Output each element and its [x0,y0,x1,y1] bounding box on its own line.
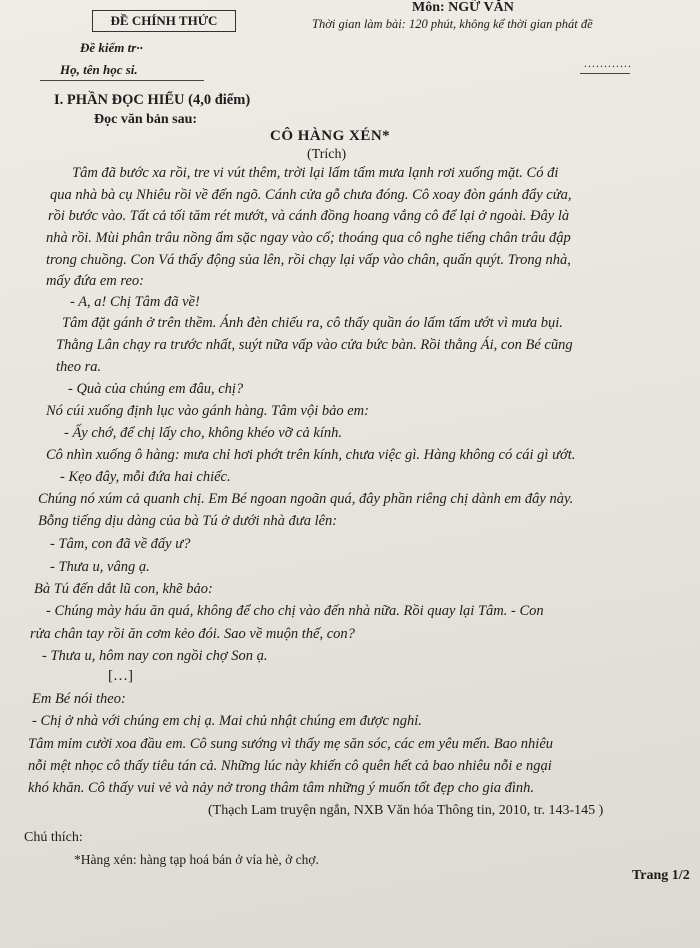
story-line: qua nhà bà cụ Nhiêu rồi về đến ngõ. Cánh cửa gỗ chưa đóng. Cô xoay đòn gánh đẩy cửa, [50,187,572,203]
story-line: mấy đứa em reo: [46,273,144,289]
source-publisher: , NXB Văn hóa Thông tin, 2010, tr. 143-145 ) [346,803,604,818]
section-instruction: Đọc văn bản sau: [94,112,198,127]
story-line: Bà Tú đến dắt lũ con, khẽ bảo: [34,581,213,597]
story-line: Tâm đã bước xa rồi, tre vi vút thêm, trời lại lấm tấm mưa lạnh rơi xuống mặt. Có đi [72,165,559,181]
subject: Môn: NGỮ VĂN [412,0,514,15]
story-line: Em Bé nói theo: [32,691,126,707]
story-line: nhà rồi. Mùi phân trâu nồng ẩm sặc ngay vào cổ; thoáng qua cô nghe tiếng chân trâu đập [46,230,571,246]
story-line: khó khăn. Cô thấy vui vẻ và nảy nở trong thâm tâm những ý muốn tốt đẹp cho gia đình. [28,780,535,796]
header-divider-left [40,80,204,81]
story-line: - Ấy chớ, để chị lấy cho, không khéo vỡ cả kính. [64,425,342,441]
story-line: Tâm mỉm cười xoa đầu em. Cô sung sướng vì thấy mẹ săn sóc, các em yêu mến. Bao nhiêu [28,736,554,752]
time-note: Thời gian làm bài: 120 phút, không kể thời gian phát đề [312,17,593,31]
story-line: Bỗng tiếng dịu dàng của bà Tú ở dưới nhà đưa lên: [38,513,338,529]
omission-mark: […] [108,668,133,684]
story-line: nỗi mệt nhọc cô thấy tiêu tán cả. Những lúc này khiến cô quên hết cả bao nhiêu nỗi e ngại [28,758,552,774]
story-line: trong chuồng. Con Vá thấy động sủa lên, rồi chạy lại vấp vào chân, quấn quýt. Trong nhà, [46,252,571,268]
story-line: Tâm đặt gánh ở trên thềm. Ánh đèn chiếu ra, cô thấy quần áo lấm tấm ướt vì mưa bụi. [62,315,563,331]
story-line: - A, a! Chị Tâm đã về! [70,294,200,310]
story-line: Chúng nó xúm cả quanh chị. Em Bé ngoan ngoãn quá, đây phần riêng chị dành em đây này. [38,491,574,507]
story-line: Thằng Lân chạy ra trước nhất, suýt nữa vấp vào cửa bức bàn. Rồi thằng Ái, con Bé cũng [56,337,573,353]
story-line: Nó cúi xuống định lục vào gánh hàng. Tâm vội bảo em: [46,403,369,419]
exam-code: Đề kiểm tr·· [80,40,143,55]
section-title: I. PHẦN ĐỌC HIỂU (4,0 điểm) [54,92,251,108]
story-line: - Thưa u, hôm nay con ngồi chợ Son ạ. [42,648,268,664]
story-line: - Tâm, con đã về đấy ư? [50,536,191,552]
story-line: Cô nhìn xuống ô hàng: mưa chỉ hơi phớt trên kính, chưa việc gì. Hàng không có cái gì ướt. [46,447,576,463]
student-id-dots: ............ [584,56,632,70]
header-divider-right [580,73,630,74]
student-name-label: Họ, tên học si. [60,62,138,77]
story-line: theo ra. [56,359,102,375]
story-source [208,803,603,819]
notes-text: *Hàng xén: hàng tạp hoá bán ở vỉa hè, ở chợ. [74,852,319,867]
source-author: (Thạch Lam truyện ngắn [208,803,347,818]
notes-label: Chú thích: [24,830,83,845]
story-line: rồi bước vào. Tất cả tối tăm rét mướt, và cánh đồng hoang vắng cô để lại ở ngoài. Đây là [48,208,570,224]
story-line: - Quà của chúng em đâu, chị? [68,381,244,397]
story-line: - Thưa u, vâng ạ. [50,559,150,575]
story-line: - Chúng mày háu ăn quá, không để cho chị vào đến nhà nữa. Rồi quay lại Tâm. - Con [46,603,544,619]
story-line: - Kẹo đây, mỗi đứa hai chiếc. [60,469,231,485]
story-line: - Chị ở nhà với chúng em chị ạ. Mai chủ nhật chúng em được nghỉ. [32,713,422,729]
extract-label: (Trích) [307,147,347,162]
official-label: ĐỀ CHÍNH THỨC [92,10,236,32]
story-line: rửa chân tay rồi ăn cơm kẻo đói. Sao về muộn thế, con? [30,626,355,642]
page-number: Trang 1/2 [632,868,690,883]
story-title: CÔ HÀNG XÉN* [270,128,391,144]
